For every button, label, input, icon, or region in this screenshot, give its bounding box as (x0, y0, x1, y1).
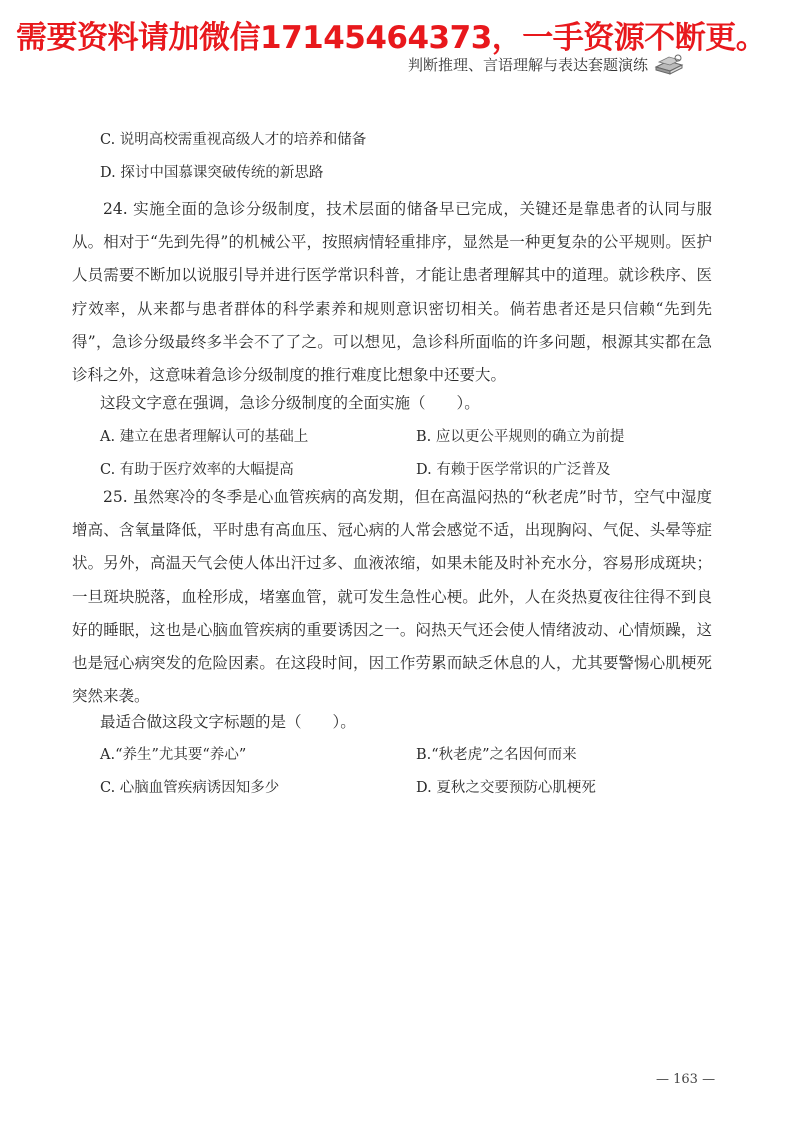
q25-option-c: C. 心脑血管疾病诱因知多少 (100, 780, 280, 796)
page-number: — 163 — (656, 1072, 716, 1087)
prev-option-c: C. 说明高校需重视高级人才的培养和储备 (100, 132, 367, 148)
q24-passage: 24. 实施全面的急诊分级制度，技术层面的储备早已完成，关键还是靠患者的认同与服从。相对于“先到先得”的机械公平，按照病情轻重排序，显然是一种更复杂的公平规则。医护人员需要不断加以说服引导并进行医学常识科普，才能让患者理解其中的道理。就诊秩序、医疗效率，从来都与患者群体的科学素养和规则意识密切相关。倘若患者还是只信赖“先到先得”，急诊分级最终多半会不了了之。可以想见，急诊科所面临的许多问题，根源其实都在急诊科之外，这意味着急诊分级制度的推行难度比想象中还要大。 (72, 200, 712, 385)
q24-option-d: D. 有赖于医学常识的广泛普及 (416, 462, 611, 478)
contact-watermark-banner: 需要资料请加微信17145464373，一手资源不断更。 (16, 20, 767, 56)
q25-option-a: A.“养生”尤其要“养心” (100, 747, 247, 763)
q25-option-b: B.“秋老虎”之名因何而来 (416, 747, 577, 763)
q24-option-a: A. 建立在患者理解认可的基础上 (100, 429, 309, 445)
q25-stem: 最适合做这段文字标题的是（ ）。 (100, 713, 356, 731)
q24-option-b: B. 应以更公平规则的确立为前提 (416, 429, 625, 445)
book-stack-icon (654, 53, 684, 75)
running-header (408, 50, 708, 78)
q25-passage: 25. 虽然寒冷的冬季是心血管疾病的高发期，但在高温闷热的“秋老虎”时节，空气中湿度增高、含氧量降低，平时患有高血压、冠心病的人常会感觉不适，出现胸闷、气促、头晕等症状。另外，高温天气会使人体出汗过多、血液浓缩，如果未能及时补充水分，容易形成斑块；一旦斑块脱落，血栓形成，堵塞血管，就可发生急性心梗。此外，人在炎热夏夜往往得不到良好的睡眠，这也是心脑血管疾病的重要诱因之一。闷热天气还会使人情绪波动、心情烦躁，这也是冠心病突发的危险因素。在这段时间，因工作劳累而缺乏休息的人，尤其要警惕心肌梗死突然来袭。 (72, 488, 712, 706)
prev-option-d: D. 探讨中国慕课突破传统的新思路 (100, 165, 324, 181)
q24-stem: 这段文字意在强调，急诊分级制度的全面实施（ ）。 (100, 394, 480, 412)
q24-option-c: C. 有助于医疗效率的大幅提高 (100, 462, 294, 478)
header-title: 判断推理、言语理解与表达套题演练 (408, 55, 649, 74)
q25-option-d: D. 夏秋之交要预防心肌梗死 (416, 780, 596, 796)
